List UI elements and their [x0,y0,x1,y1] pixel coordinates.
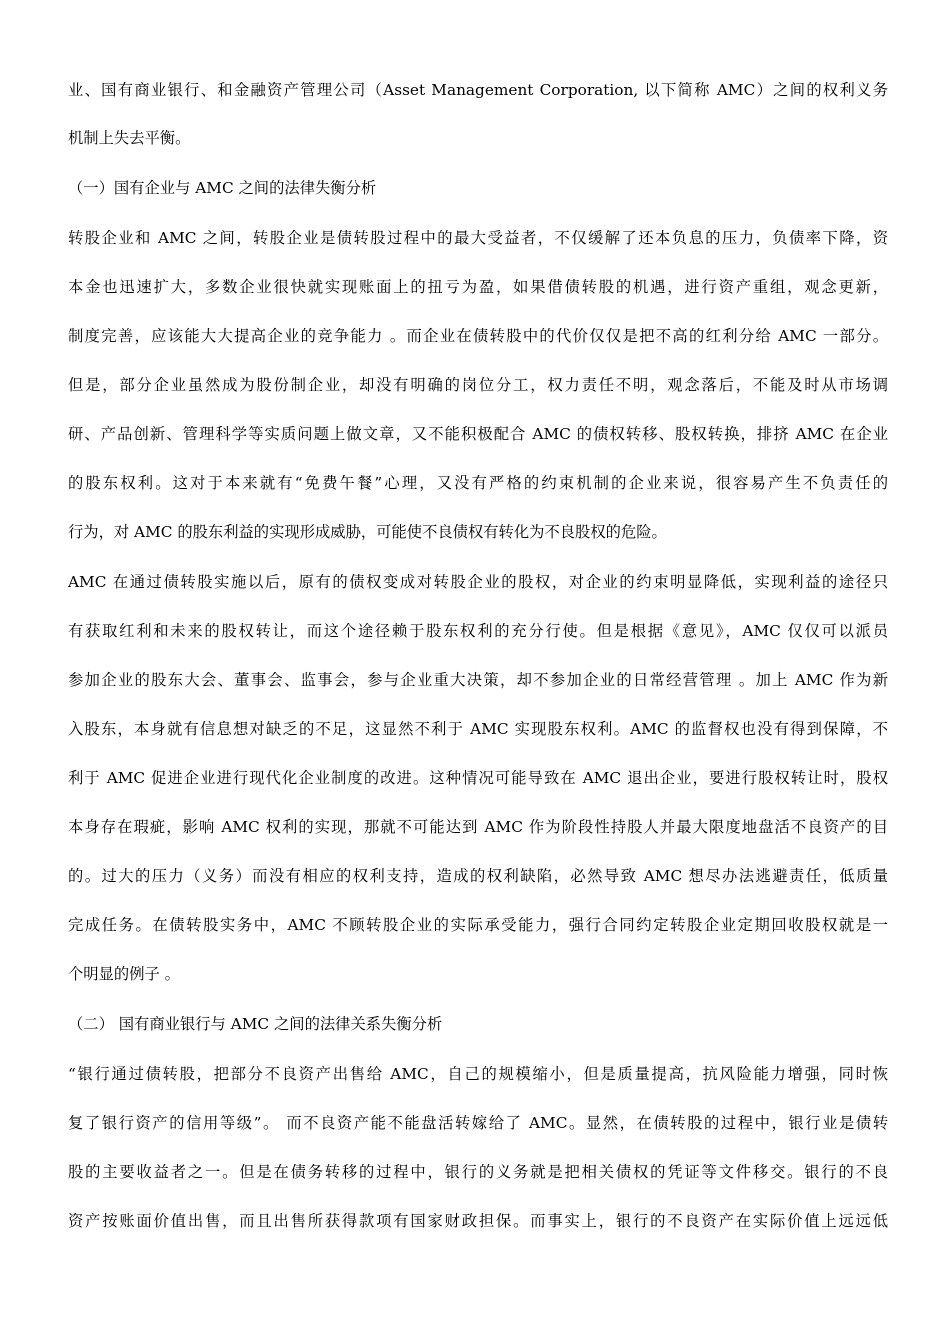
text-line: 的。过大的压力（义务）而没有相应的权利支持，造成的权利缺陷，必然导致 AMC 想尽办法逃避责任，低质量 [68,867,888,885]
text-line: 利于 AMC 促进企业进行现代化企业制度的改进。这种情况可能导致在 AMC 退出企业，要进行股权转让时，股权 [68,769,888,787]
text-line: 研、产品创新、管理科学等实质问题上做文章，又不能积极配合 AMC 的债权转移、股权转换，排挤 AMC 在企业 [68,425,888,443]
text-line: 制度完善，应该能大大提高企业的竞争能力 。而企业在债转股中的代价仅仅是把不高的红利分给 AMC 一部分。 [68,327,888,345]
text-line: 完成任务。在债转股实务中，AMC 不顾转股企业的实际承受能力，强行合同约定转股企业定期回收股权就是一 [68,916,888,934]
section-heading: （一）国有企业与 AMC 之间的法律失衡分析 [68,179,377,197]
section-heading: （二） 国有商业银行与 AMC 之间的法律关系失衡分析 [68,1015,443,1033]
text-line: 资产按账面价值出售，而且出售所获得款项有国家财政担保。而事实上，银行的不良资产在实际价值上远远低 [68,1212,888,1230]
text-line: “银行通过债转股，把部分不良资产出售给 AMC，自己的规模缩小，但是质量提高，抗风险能力增强，同时恢 [68,1065,888,1083]
text-line: 复了银行资产的信用等级”。 而不良资产能不能盘活转嫁给了 AMC。显然，在债转股的过程中，银行业是债转 [68,1114,888,1132]
text-line: 入股东，本身就有信息想对缺乏的不足，这显然不利于 AMC 实现股东权利。AMC 的监督权也没有得到保障，不 [68,720,888,738]
text-line: 参加企业的股东大会、董事会、监事会，参与企业重大决策，却不参加企业的日常经营管理 。加上 AMC 作为新 [68,671,888,689]
text-line: 有获取红利和未来的股权转让，而这个途径赖于股东权利的充分行使。但是根据《意见》，AMC 仅仅可以派员 [68,622,888,640]
text-line: 行为，对 AMC 的股东利益的实现形成威胁，可能使不良债权有转化为不良股权的危险。 [68,523,667,541]
text-line: 但是，部分企业虽然成为股份制企业，却没有明确的岗位分工，权力责任不明，观念落后，不能及时从市场调 [68,376,888,394]
text-line: 本身存在瑕疵，影响 AMC 权利的实现，那就不可能达到 AMC 作为阶段性持股人并最大限度地盘活不良资产的目 [68,818,888,836]
text-line: 机制上失去平衡。 [68,129,191,147]
text-line: 本金也迅速扩大，多数企业很快就实现账面上的扭亏为盈，如果借债转股的机遇，进行资产重组，观念更新， [68,278,888,296]
text-line: AMC 在通过债转股实施以后，原有的债权变成对转股企业的股权，对企业的约束明显降低，实现利益的途径只 [68,573,888,591]
text-line: 转股企业和 AMC 之间，转股企业是债转股过程中的最大受益者，不仅缓解了还本负息的压力，负债率下降，资 [68,229,888,247]
text-line: 股的主要收益者之一。但是在债务转移的过程中，银行的义务就是把相关债权的凭证等文件移交。银行的不良 [68,1163,888,1181]
text-line: 个明显的例子 。 [68,965,180,983]
text-line: 的股东权利。这对于本来就有“免费午餐”心理，又没有严格的约束机制的企业来说，很容易产生不负责任的 [68,474,888,492]
text-line: 业、国有商业银行、和金融资产管理公司（Asset Management Corporation, 以下简称 AMC）之间的权利义务 [68,81,888,99]
